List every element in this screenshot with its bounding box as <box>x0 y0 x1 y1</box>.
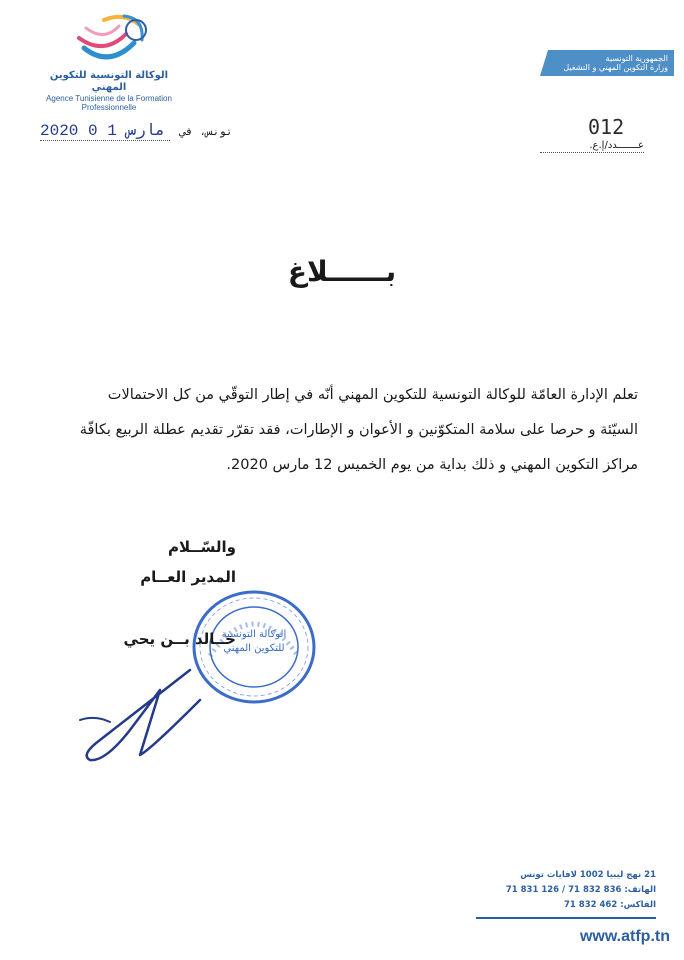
agency-logo-mark-icon <box>64 8 154 70</box>
place-prefix: تونس، في <box>179 127 233 139</box>
ministry-line1: الجمهورية التونسية <box>605 54 668 63</box>
stamp-inner-line1: الوكالة التونسية <box>221 629 287 640</box>
body-line-2: السيّئة و حرصا على سلامة المتكوّنين و الأعوان و الإطارات، فقد تقرّر تقديم عطلة الربيع بكافّة <box>79 422 638 438</box>
footer-address-block <box>460 868 656 913</box>
agency-name-french-line1: Agence Tunisienne de la Formation <box>46 94 172 103</box>
agency-name-french-line2: Professionnelle <box>81 103 137 112</box>
footer-website[interactable]: www.atfp.tn <box>579 928 670 945</box>
footer-divider <box>476 917 656 919</box>
date-line <box>40 120 240 144</box>
director-name: خــالد بــن يحي <box>123 630 236 648</box>
date-value: 2020 مارس 1 0 <box>40 120 170 141</box>
footer-address: 21 نهج ليبيا 1002 لافايات تونس <box>520 870 656 880</box>
footer-fax: الفاكس: 462 832 71 <box>563 900 656 910</box>
document-title: بــــــلاغ <box>287 255 397 288</box>
director-title: المدير العــام <box>140 568 236 586</box>
agency-name-arabic: الوكالة التونسية للتكوين المهني <box>49 70 169 93</box>
announcement-body <box>48 378 638 483</box>
ministry-line2: وزارة التكوين المهني و التشغيل <box>563 63 668 72</box>
stamp-inner-line2: للتكوين المهني <box>223 643 285 654</box>
signature <box>60 660 220 770</box>
body-line-3: مراكز التكوين المهني و ذلك بداية من يوم الخميس 12 مارس 2020. <box>226 457 638 473</box>
salutation: والسّــلام <box>168 538 236 556</box>
body-line-1: تعلم الإدارة العامّة للوكالة التونسية للتكوين المهني أنّه في إطار التوقّي من كل الاحتمالات <box>107 387 638 403</box>
ministry-band <box>540 50 674 76</box>
agency-logo <box>34 8 184 112</box>
handwritten-signature-icon <box>60 660 220 770</box>
footer-phone: الهاتف: 836 832 71 / 126 831 71 <box>505 885 656 895</box>
reference-label: عـــــــدد/إ.ع. <box>540 140 644 153</box>
reference-number: 012 <box>588 115 625 139</box>
